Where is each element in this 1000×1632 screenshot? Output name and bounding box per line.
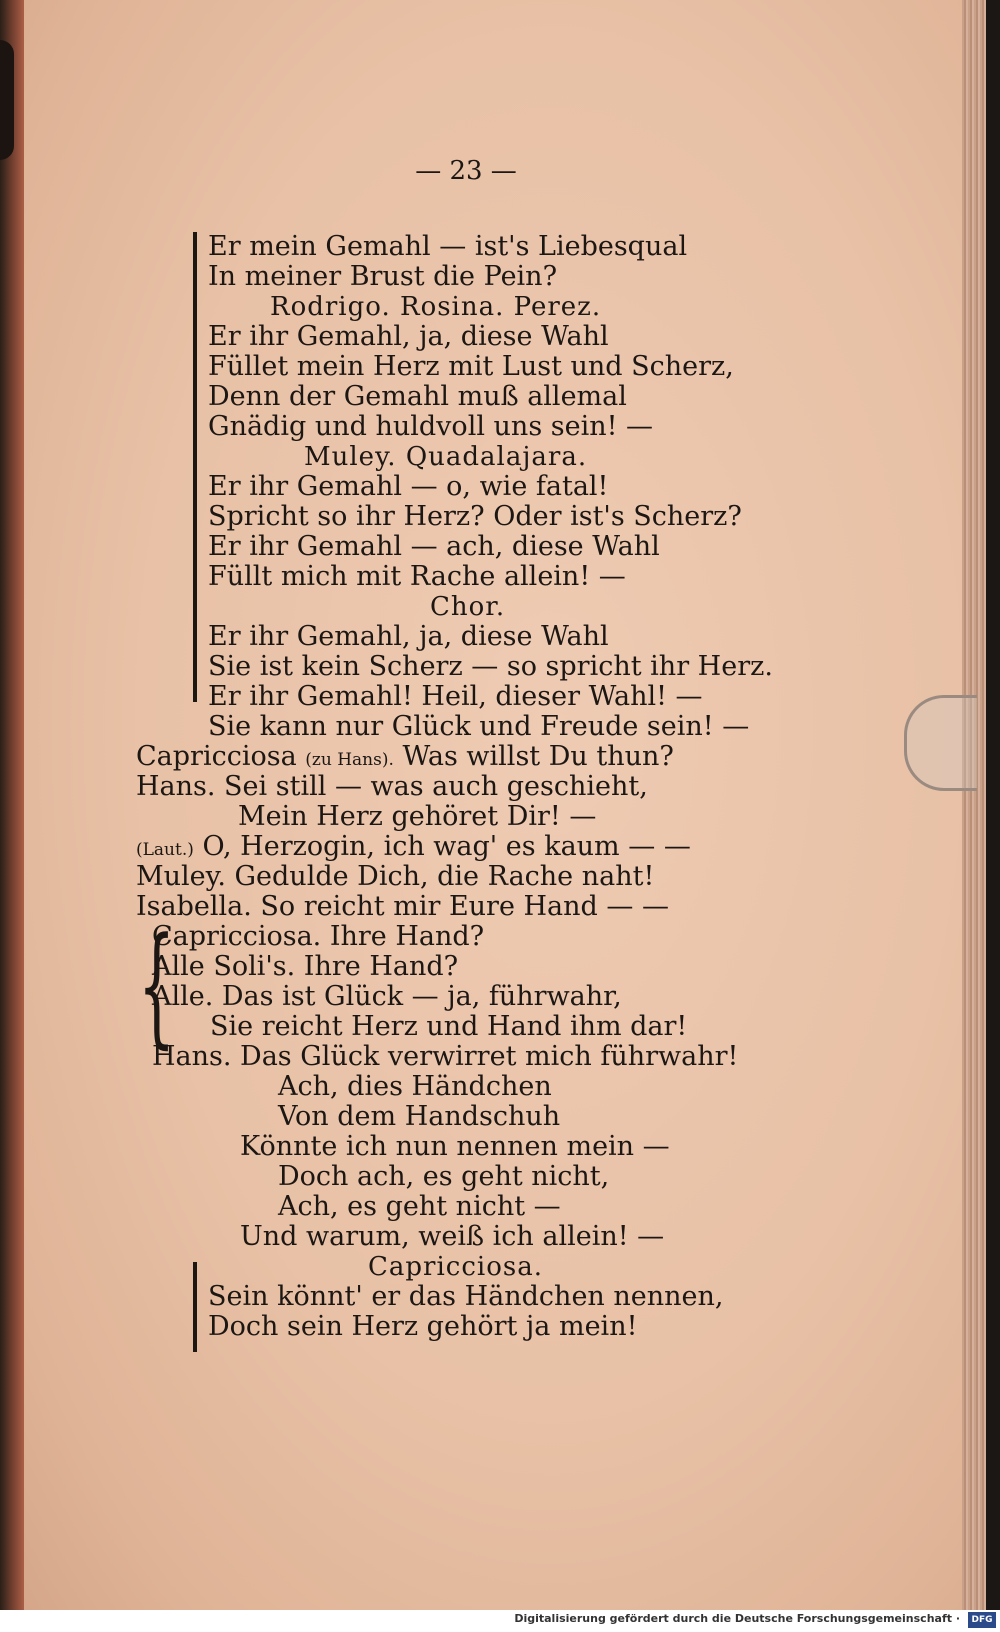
speaker-line: Muley. Quadalajara. xyxy=(304,442,588,472)
verse-line: Mein Herz gehöret Dir! — xyxy=(238,801,597,832)
book-spine-curl xyxy=(0,40,14,160)
dialogue-line: Alle. Das ist Glück — ja, führwahr, xyxy=(152,981,622,1012)
page-number: — 23 — xyxy=(415,156,517,186)
dialogue-line: Muley. Gedulde Dich, die Rache naht! xyxy=(136,861,655,892)
verse-line: Er ihr Gemahl — o, wie fatal! xyxy=(208,471,609,502)
verse-line: Füllt mich mit Rache allein! — xyxy=(208,561,626,592)
verse-line: Könnte ich nun nennen mein — xyxy=(240,1131,670,1162)
verse-line: Sein könnt' er das Händchen nennen, xyxy=(208,1281,724,1312)
page-stack-edge xyxy=(962,0,986,1610)
dfg-logo: DFG xyxy=(968,1612,996,1628)
brace-mark: { xyxy=(138,909,176,1061)
verse-line: Er ihr Gemahl, ja, diese Wahl xyxy=(208,621,609,652)
dialogue-line: Hans. Sei still — was auch geschieht, xyxy=(136,771,648,802)
stage-direction: (zu Hans). xyxy=(305,750,394,770)
verse-line: Er ihr Gemahl! Heil, dieser Wahl! — xyxy=(208,681,703,712)
speaker-line: Capricciosa. xyxy=(368,1252,543,1282)
passage-bar xyxy=(193,232,197,702)
verse-line: Er ihr Gemahl — ach, diese Wahl xyxy=(208,531,660,562)
verse-line: Ach, dies Händchen xyxy=(278,1071,552,1102)
dialogue-line: Alle Soli's. Ihre Hand? xyxy=(152,951,459,982)
verse-line: Und warum, weiß ich allein! — xyxy=(240,1221,665,1252)
verse-line: Gnädig und huldvoll uns sein! — xyxy=(208,411,654,442)
dialogue-line: Hans. Das Glück verwirret mich führwahr! xyxy=(152,1041,739,1072)
speaker-line: Rodrigo. Rosina. Perez. xyxy=(270,292,602,322)
verse-line: Füllet mein Herz mit Lust und Scherz, xyxy=(208,351,734,382)
verse-line: Er ihr Gemahl, ja, diese Wahl xyxy=(208,321,609,352)
dialogue-text: O, Herzogin, ich wag' es kaum — — xyxy=(202,831,691,862)
verse-line: Doch sein Herz gehört ja mein! xyxy=(208,1311,638,1342)
verse-line: Denn der Gemahl muß allemal xyxy=(208,381,627,412)
dialogue-line: Isabella. So reicht mir Eure Hand — — xyxy=(136,891,669,922)
dialogue-text: Was willst Du thun? xyxy=(402,741,674,772)
footer-credit: Digitalisierung gefördert durch die Deutsche Forschungsgemeinschaft · xyxy=(514,1612,960,1625)
speaker-name: Capricciosa xyxy=(136,741,297,772)
verse-line: Sie reicht Herz und Hand ihm dar! xyxy=(210,1011,688,1042)
verse-line: Sie kann nur Glück und Freude sein! — xyxy=(208,711,750,742)
verse-line: Spricht so ihr Herz? Oder ist's Scherz? xyxy=(208,501,742,532)
verse-line: Doch ach, es geht nicht, xyxy=(278,1161,610,1192)
paper-clip xyxy=(904,695,977,791)
dialogue-line: Capricciosa. Ihre Hand? xyxy=(152,921,485,952)
speaker-line: Chor. xyxy=(430,592,506,622)
passage-bar xyxy=(193,1262,197,1352)
verse-line: Ach, es geht nicht — xyxy=(278,1191,561,1222)
verse-line: Er mein Gemahl — ist's Liebesqual xyxy=(208,231,688,262)
verse-line: Sie ist kein Scherz — so spricht ihr Herz. xyxy=(208,651,773,682)
verse-line: In meiner Brust die Pein? xyxy=(208,261,558,292)
verse-line: Von dem Handschuh xyxy=(278,1101,561,1132)
stage-direction: (Laut.) xyxy=(136,840,194,860)
